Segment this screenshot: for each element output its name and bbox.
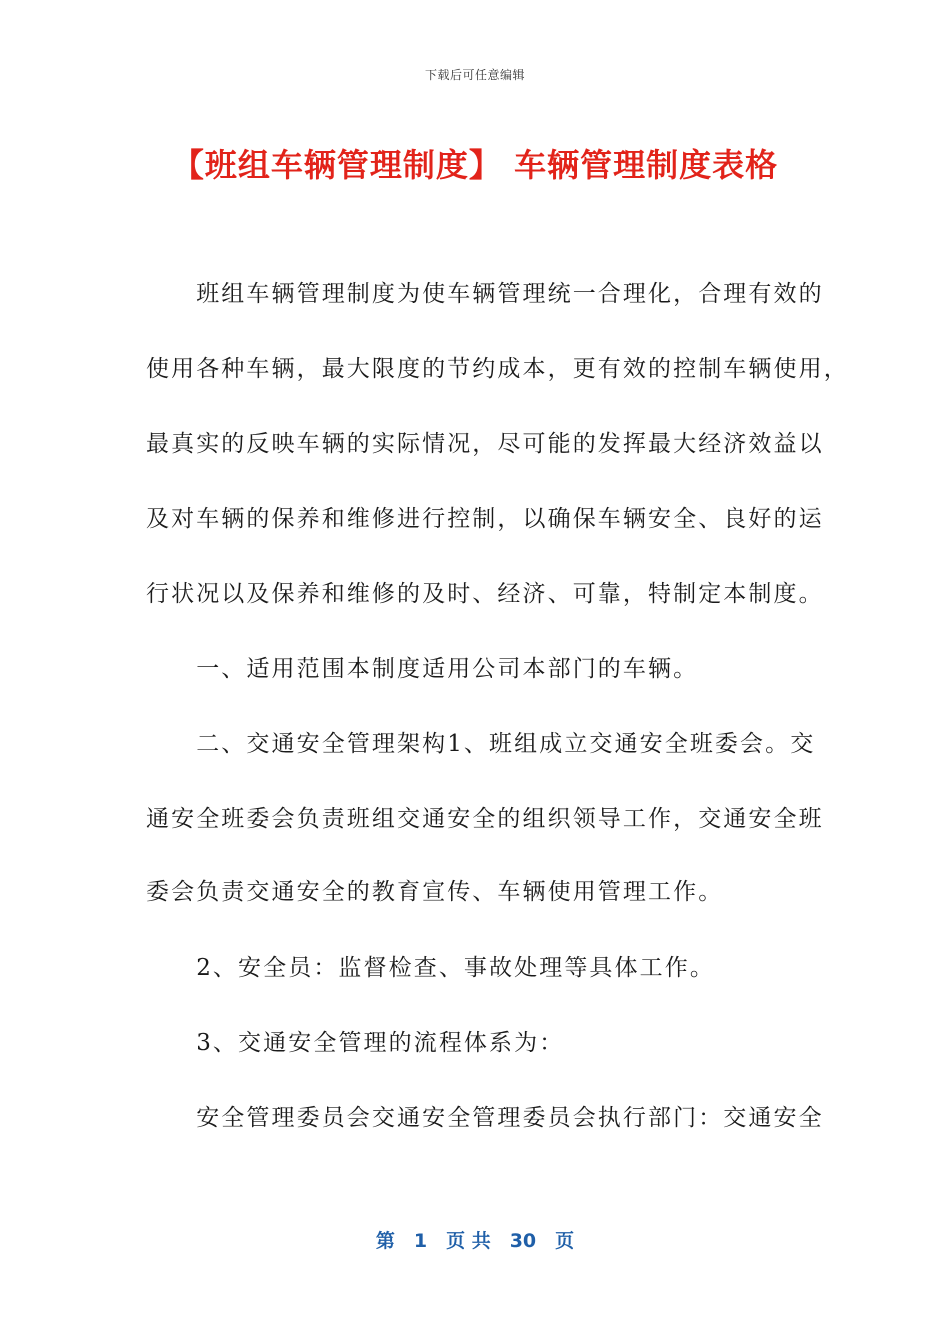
body-line-12: 安全管理委员会交通安全管理委员会执行部门：交通安全 (146, 1105, 824, 1131)
document-title: 【班组车辆管理制度】 车辆管理制度表格 (171, 146, 779, 184)
page-number-footer: 第 1 页 共 30 页 (375, 1230, 575, 1252)
body-line-4: 及对车辆的保养和维修进行控制，以确保车辆安全、良好的运 (146, 506, 824, 532)
body-line-3: 最真实的反映车辆的实际情况，尽可能的发挥最大经济效益以 (146, 431, 824, 457)
body-line-2: 使用各种车辆，最大限度的节约成本，更有效的控制车辆使用， (146, 356, 849, 382)
header-note: 下载后可任意编辑 (424, 68, 525, 82)
body-line-7: 二、交通安全管理架构1、班组成立交通安全班委会。交 (146, 731, 816, 757)
body-line-9: 委会负责交通安全的教育宣传、车辆使用管理工作。 (146, 879, 724, 905)
body-line-5: 行状况以及保养和维修的及时、经济、可靠，特制定本制度。 (146, 581, 824, 607)
body-line-11: 3、交通安全管理的流程体系为： (146, 1030, 565, 1056)
body-line-8: 通安全班委会负责班组交通安全的组织领导工作，交通安全班 (146, 806, 824, 832)
body-line-10: 2、安全员：监督检查、事故处理等具体工作。 (146, 955, 715, 981)
body-line-6: 一、适用范围本制度适用公司本部门的车辆。 (146, 656, 699, 682)
body-line-1: 班组车辆管理制度为使车辆管理统一合理化，合理有效的 (146, 281, 824, 307)
